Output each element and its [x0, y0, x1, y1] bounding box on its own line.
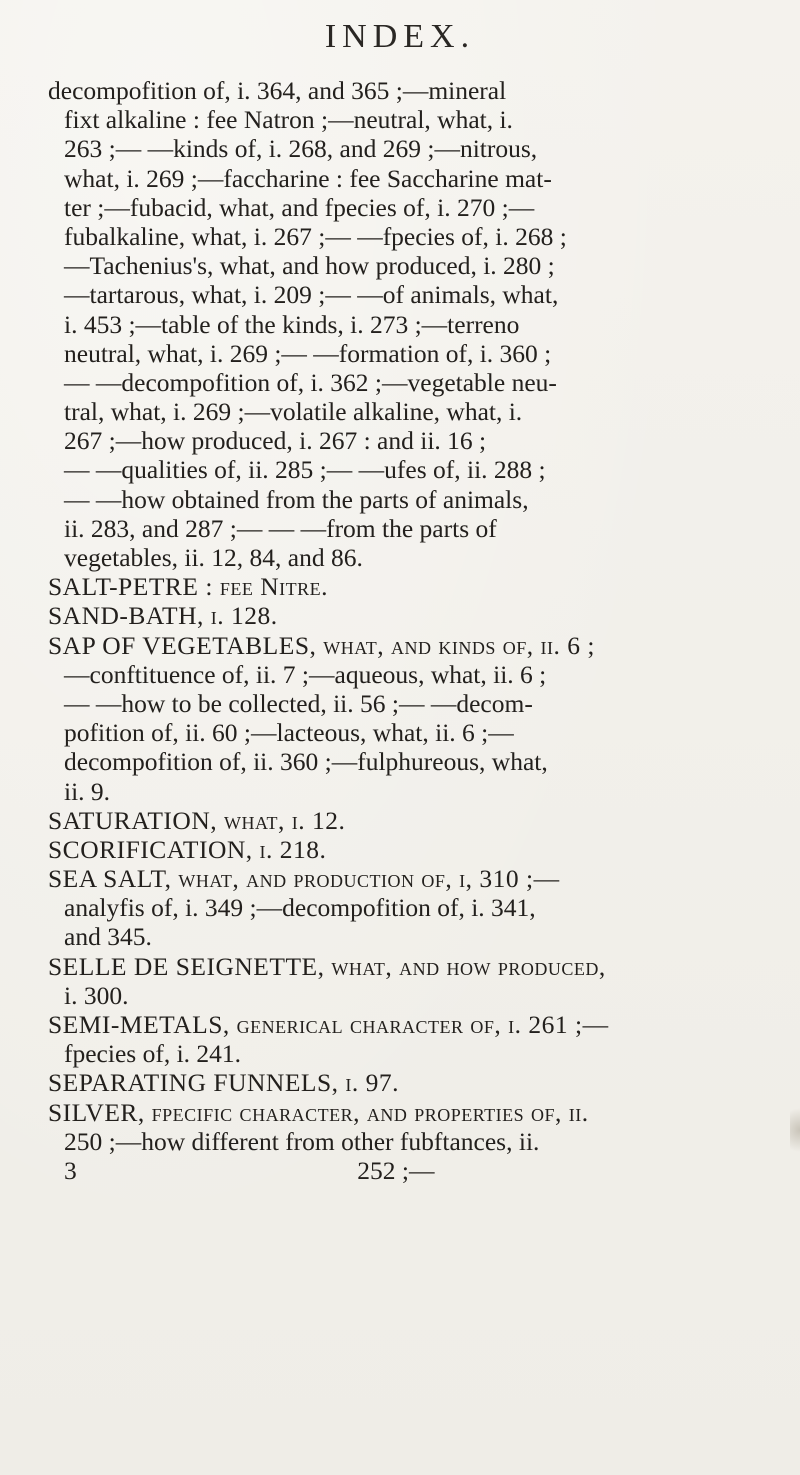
index-line: 263 ;— —kinds of, i. 268, and 269 ;—nitrous, — [64, 134, 538, 164]
index-line: ter ;—fubacid, what, and fpecies of, i. 270 ;— — [64, 192, 535, 222]
index-line: tral, what, i. 269 ;—volatile alkaline, what, i. — [64, 397, 523, 427]
index-line: fpecies of, i. 241. — [64, 1039, 242, 1069]
index-line: i. 453 ;—table of the kinds, i. 273 ;—terreno — [64, 309, 520, 339]
index-line: — —how obtained from the parts of animals, — [64, 484, 529, 514]
index-line: — —decompofition of, i. 362 ;—vegetable neu- — [64, 367, 557, 397]
index-line: ii. 283, and 287 ;— — —from the parts of — [64, 513, 497, 543]
index-line: decompofition of, i. 364, and 365 ;—mineral — [48, 76, 507, 105]
index-line: what, i. 269 ;—faccharine : fee Saccharine mat- — [64, 163, 552, 193]
index-entry-heading: SAND-BATH, i. 128. — [48, 601, 278, 631]
index-entry-heading: SILVER, fpecific character, and properties of, ii. — [48, 1097, 589, 1127]
index-line: fubalkaline, what, i. 267 ;— —fpecies of, i. 268 ; — [64, 221, 567, 251]
index-entry-heading: SELLE DE SEIGNETTE, what, and how produced, — [48, 951, 606, 981]
index-entry-heading: SCORIFICATION, i. 218. — [48, 834, 327, 864]
index-entry-heading: SALT-PETRE : fee Nitre. — [48, 572, 328, 602]
index-line: 267 ;—how produced, i. 267 : and ii. 16 ; — [64, 426, 487, 456]
index-line: analyfis of, i. 349 ;—decompofition of, i. 341, — [64, 893, 536, 923]
index-entry-heading: SATURATION, what, i. 12. — [48, 805, 346, 835]
index-line: decompofition of, ii. 360 ;—fulphureous, what, — [64, 747, 548, 777]
index-entries — [48, 76, 760, 1185]
index-line: —conftituence of, ii. 7 ;—aqueous, what, ii. 6 ; — [64, 659, 547, 689]
index-line: neutral, what, i. 269 ;— —formation of, i. 360 ; — [64, 338, 552, 368]
index-line: ii. 9. — [64, 776, 111, 806]
index-line: and 345. — [64, 922, 152, 952]
index-line: —Tachenius's, what, and how produced, i. 280 ; — [64, 251, 555, 281]
index-line: 3 252 ;— — [64, 1155, 435, 1185]
index-line: — —qualities of, ii. 285 ;— —ufes of, ii. 288 ; — [64, 455, 546, 485]
index-line: —tartarous, what, i. 209 ;— —of animals, what, — [64, 280, 559, 310]
index-line: — —how to be collected, ii. 56 ;— —decom- — [64, 688, 533, 718]
index-line: vegetables, ii. 12, 84, and 86. — [64, 543, 363, 572]
page-header: INDEX. — [324, 18, 476, 55]
index-line: i. 300. — [64, 980, 129, 1010]
index-line: 250 ;—how different from other fubftances, ii. — [64, 1126, 540, 1156]
index-line: fixt alkaline : fee Natron ;—neutral, what, i. — [64, 105, 513, 135]
index-entry-heading: SEA SALT, what, and production of, i, 310 ;— — [48, 864, 560, 894]
page-edge-shadow — [790, 1100, 800, 1160]
index-entry-heading: SEMI-METALS, generical character of, i. 261 ;— — [48, 1010, 609, 1039]
index-line: pofition of, ii. 60 ;—lacteous, what, ii. 6 ;— — [64, 718, 514, 748]
index-entry-heading: SAP OF VEGETABLES, what, and kinds of, ii. 6 ; — [48, 630, 595, 660]
index-entry-heading: SEPARATING FUNNELS, i. 97. — [48, 1068, 400, 1098]
